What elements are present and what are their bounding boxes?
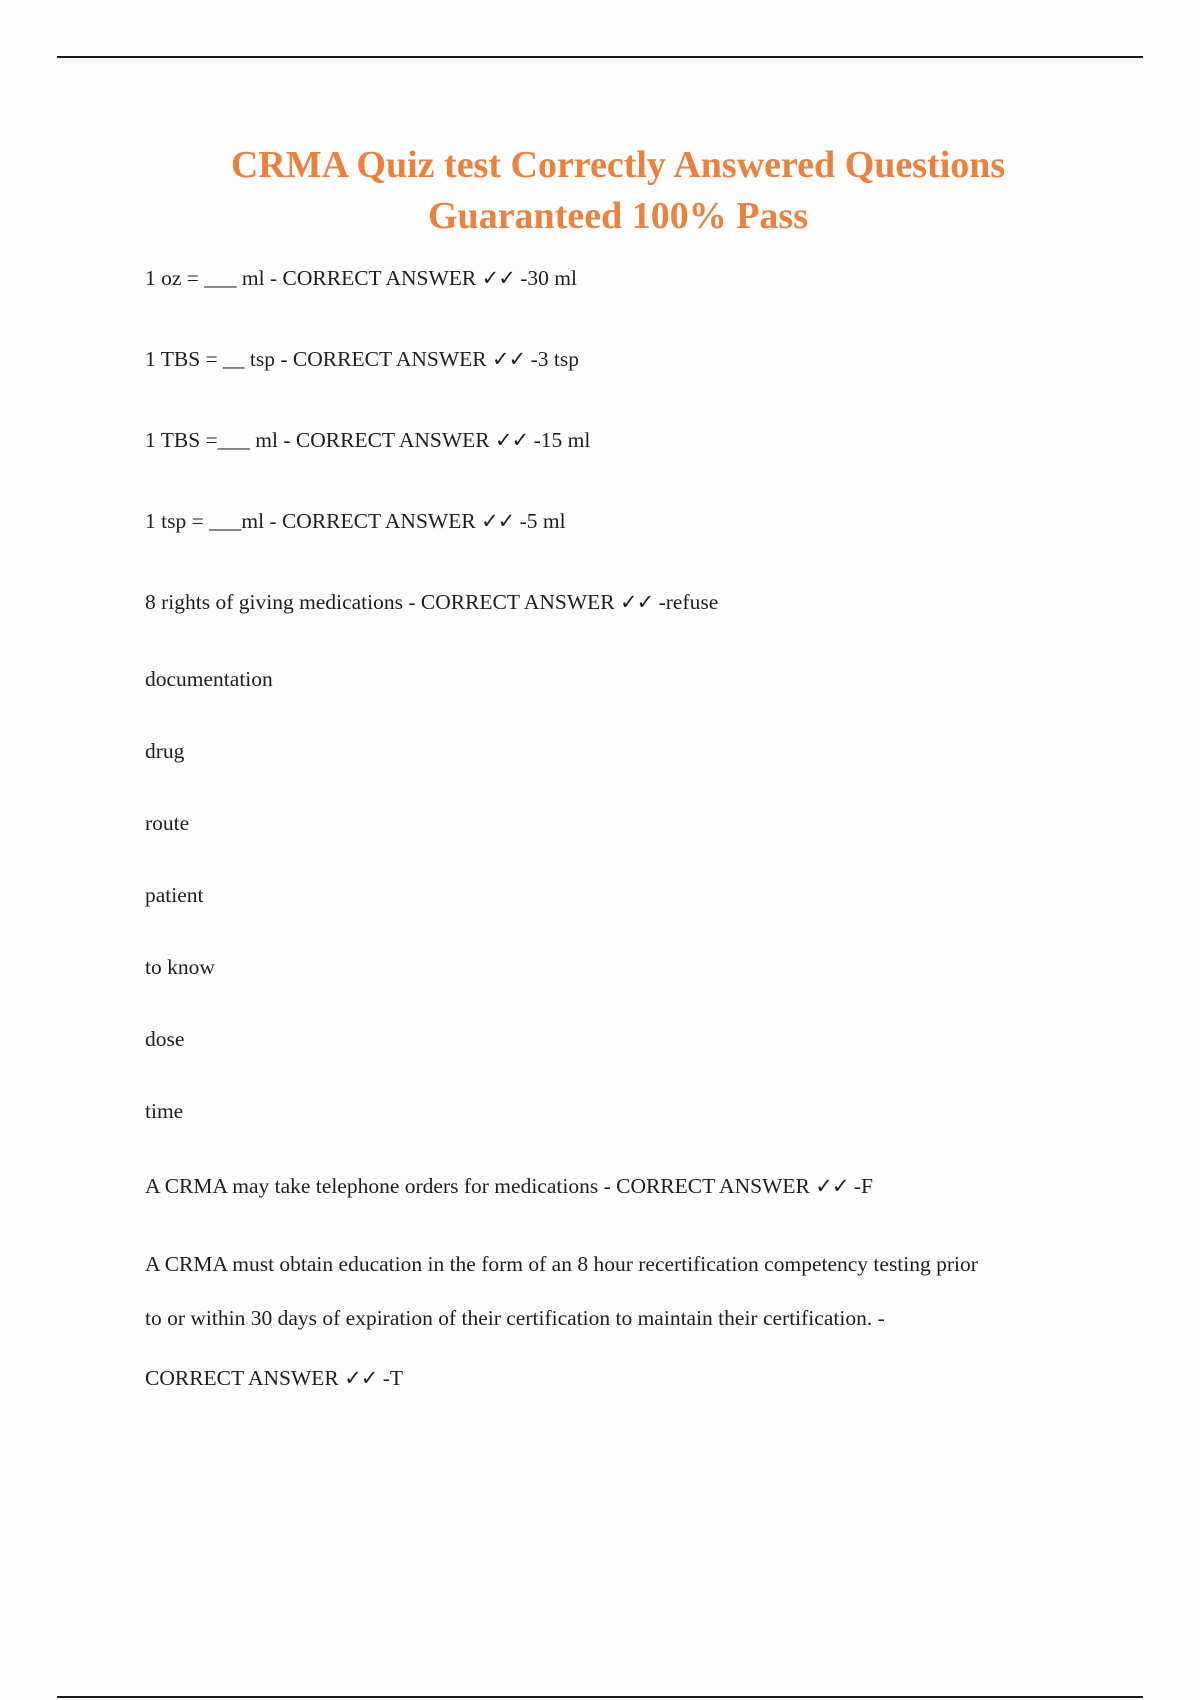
double-check-icon: ✓✓ — [344, 1366, 378, 1390]
paragraph-line: A CRMA must obtain education in the form of an 8 hour recertification competency testing prior — [145, 1252, 978, 1276]
page-title — [60, 140, 1176, 242]
question-text: 1 TBS = __ tsp - CORRECT ANSWER — [145, 347, 487, 371]
double-check-icon: ✓✓ — [619, 590, 654, 614]
answer-text: -3 tsp — [530, 347, 579, 371]
double-check-icon: ✓✓ — [481, 509, 515, 533]
answer-line: documentation — [145, 667, 273, 691]
qa-item-telephone-orders — [145, 1172, 873, 1200]
qa-item-eight-rights — [145, 588, 718, 616]
qa-item-tbs-tsp — [145, 345, 579, 373]
title-line-2: Guaranteed 100% Pass — [428, 195, 808, 237]
question-text: 1 TBS =___ ml - CORRECT ANSWER — [145, 428, 490, 452]
paragraph-line: to or within 30 days of expiration of their certification to maintain their certification. - — [145, 1306, 885, 1330]
answer-line: drug — [145, 739, 185, 763]
answer-line: dose — [145, 1027, 185, 1051]
qa-item-recertification — [145, 1364, 403, 1392]
bottom-rule — [57, 1696, 1143, 1698]
double-check-icon: ✓✓ — [492, 347, 526, 371]
question-text: CORRECT ANSWER — [145, 1366, 339, 1390]
qa-item-oz-ml — [145, 264, 577, 292]
question-text: 1 oz = ___ ml - CORRECT ANSWER — [145, 266, 477, 290]
question-text: A CRMA may take telephone orders for medications - CORRECT ANSWER — [145, 1174, 810, 1198]
answer-line: to know — [145, 955, 215, 979]
top-rule — [57, 56, 1143, 58]
double-check-icon: ✓✓ — [815, 1174, 849, 1198]
answer-text: -F — [853, 1174, 873, 1198]
answer-text: -5 ml — [519, 509, 566, 533]
question-text: 8 rights of giving medications - CORRECT ANSWER — [145, 590, 615, 614]
answer-text: -refuse — [658, 590, 719, 614]
double-check-icon: ✓✓ — [495, 428, 529, 452]
answer-text: -T — [382, 1366, 403, 1390]
answer-line: patient — [145, 883, 204, 907]
title-line-1: CRMA Quiz test Correctly Answered Questions — [230, 144, 1006, 186]
answer-line: route — [145, 811, 190, 835]
answer-text: -30 ml — [520, 266, 577, 290]
double-check-icon: ✓✓ — [481, 266, 515, 290]
answer-line: time — [145, 1099, 184, 1123]
qa-item-tsp-ml — [145, 507, 566, 535]
qa-item-tbs-ml — [145, 426, 590, 454]
answer-text: -15 ml — [533, 428, 591, 452]
question-text: 1 tsp = ___ml - CORRECT ANSWER — [145, 509, 476, 533]
